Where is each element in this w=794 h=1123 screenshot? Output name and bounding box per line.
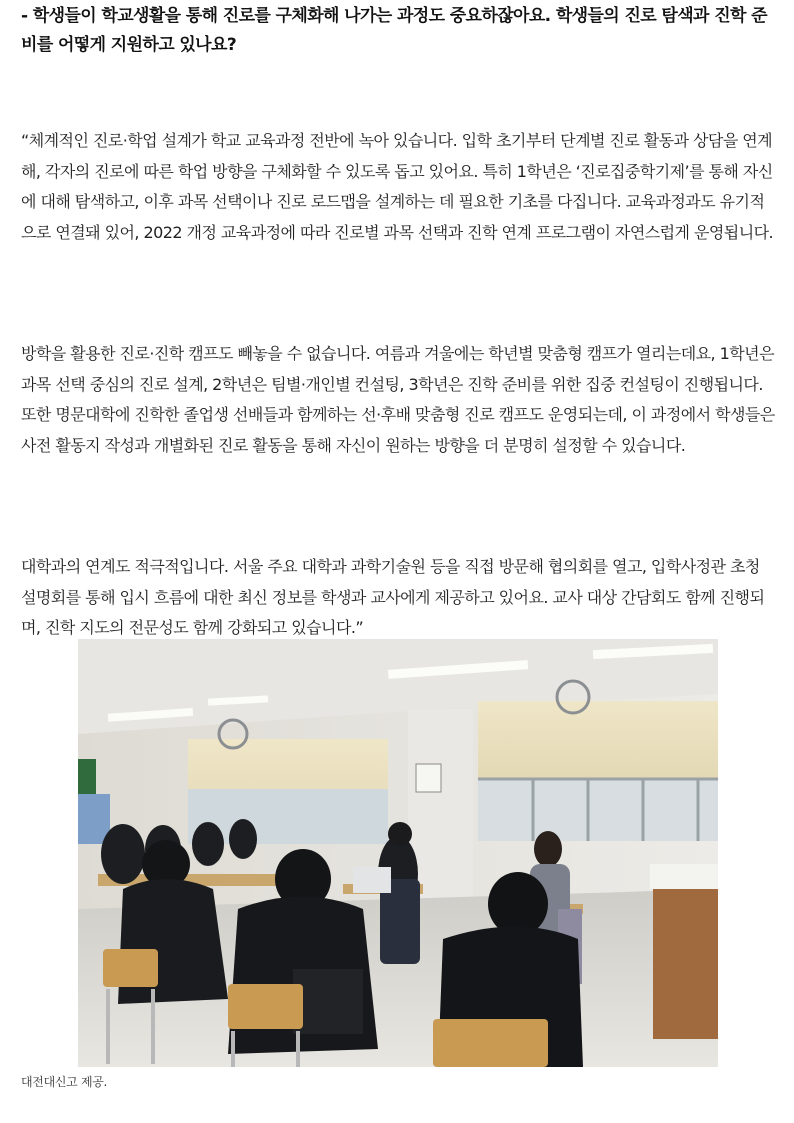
classroom-photo-illustration (78, 639, 718, 1067)
photo-caption: 대전대신고 제공. (21, 1075, 108, 1089)
article-photo (78, 639, 718, 1067)
answer-paragraph-1: “체계적인 진로·학업 설계가 학교 교육과정 전반에 녹아 있습니다. 입학 초기부터 단계별 진로 활동과 상담을 연계해, 각자의 진로에 따른 학업 방향을 구체화할 수 있도록 돕고 있어요. 특히 1학년은 ‘진로집중학기제’를 통해 자신에 대해 탐색하고, 이후 과목 선택이나 진로 로드맵을 설계하는 데 필요한 기초를 다집니다. 교육과정과도 유기적으로 연결돼 있어, 2022 개정 교육과정에 따라 진로별 과목 선택과 진학 연계 프로그램이 자연스럽게 운영됩니다. (21, 131, 774, 242)
answer-paragraph-2: 방학을 활용한 진로·진학 캠프도 빼놓을 수 없습니다. 여름과 겨울에는 학년별 맞춤형 캠프가 열리는데요, 1학년은 과목 선택 중심의 진로 설계, 2학년은 팀별·개인별 컨설팅, 3학년은 진학 준비를 위한 집중 컨설팅이 진행됩니다. 또한 명문대학에 진학한 졸업생 선배들과 함께하는 선·후배 맞춤형 진로 캠프도 운영되는데, 이 과정에서 학생들은 사전 활동지 작성과 개별화된 진로 활동을 통해 자신이 원하는 방향을 더 분명히 설정할 수 있습니다. (21, 344, 775, 455)
answer-paragraph-3: 대학과의 연계도 적극적입니다. 서울 주요 대학과 과학기술원 등을 직접 방문해 협의회를 열고, 입학사정관 초청 설명회를 통해 입시 흐름에 대한 최신 정보를 학생과 교사에게 제공하고 있어요. 교사 대상 간담회도 함께 진행되며, 진학 지도의 전문성도 함께 강화되고 있습니다.” (21, 557, 765, 637)
interview-question: - 학생들이 학교생활을 통해 진로를 구체화해 나가는 과정도 중요하잖아요. 학생들의 진로 탐색과 진학 준비를 어떻게 지원하고 있나요? (21, 6, 767, 55)
